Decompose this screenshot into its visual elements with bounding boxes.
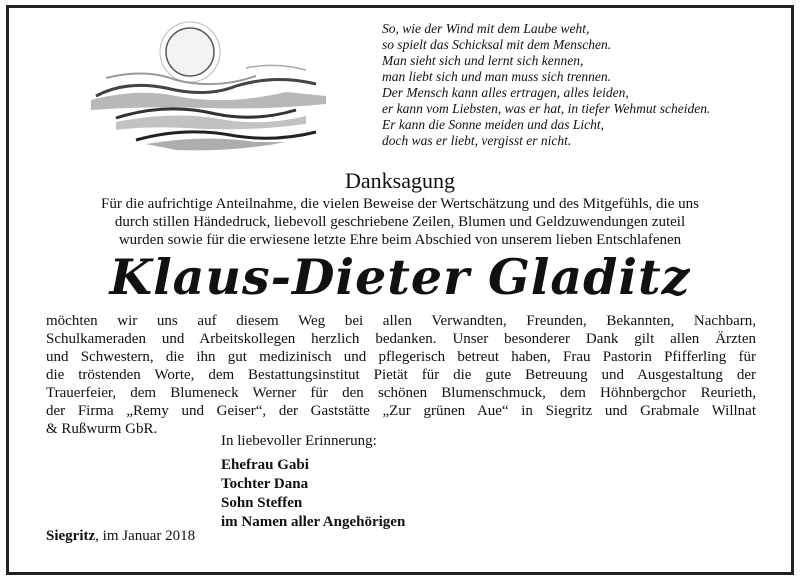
body-line: der Firma „Remy und Geiser“, der Gaststätte „Zur grünen Aue“ in Siegritz und Grabmale Willnat [46, 403, 756, 419]
poem-line: man liebt sich und man muss sich trennen. [382, 69, 611, 84]
place: Siegritz [46, 528, 96, 544]
signer: Sohn Steffen [221, 495, 303, 511]
body-line: möchten wir uns auf diesem Weg bei allen Verwandten, Freunden, Bekannten, Nachbarn, [46, 313, 756, 329]
poem-line: so spielt das Schicksal mit dem Menschen. [382, 37, 612, 52]
deceased-name: Klaus-Dieter Gladitz [109, 248, 691, 306]
intro-text [0, 195, 800, 249]
signer: Ehefrau Gabi [221, 457, 309, 473]
body-line: Trauerfeier, dem Blumeneck Werner für den schönen Blumenschmuck, dem Höhnbergchor Reurieth, [46, 385, 756, 401]
body-line: Schulkameraden und Arbeitskollegen herzlich bedanken. Unser besonderer Dank gilt allen Ärzten [46, 331, 756, 347]
signers-list [221, 456, 405, 532]
date: , im Januar 2018 [95, 528, 196, 544]
poem-line: So, wie der Wind mit dem Laube weht, [382, 21, 590, 36]
poem-line: er kann vom Liebsten, was er hat, in tiefer Wehmut scheiden. [382, 101, 711, 116]
notice-heading: Danksagung [345, 168, 455, 193]
poem-line: Der Mensch kann alles ertragen, alles leiden, [382, 85, 629, 100]
signer: im Namen aller Angehörigen [221, 514, 406, 530]
poem [382, 21, 782, 149]
poem-line: doch was er liebt, vergisst er nicht. [382, 133, 572, 148]
signer: Tochter Dana [221, 476, 309, 492]
intro-line: Für die aufrichtige Anteilnahme, die vielen Beweise der Wertschätzung und des Mitgefühls, die uns [101, 196, 699, 212]
body-line: die tröstenden Worte, dem Bestattungsinstitut Pietät für die gute Betreuung und Ausgestaltung der [46, 367, 756, 383]
poem-line: Man sieht sich und lernt sich kennen, [382, 53, 584, 68]
intro-line: durch stillen Händedruck, liebevoll geschriebene Zeilen, Blumen und Geldzuwendungen zuteil [114, 214, 686, 230]
body-line: und Schwestern, die ihn gut medizinisch und pflegerisch betreut haben, Frau Pastorin Pfifferling für [46, 349, 756, 365]
thanks-body [46, 312, 756, 438]
poem-line: Er kann die Sonne meiden und das Licht, [382, 117, 604, 132]
place-date [46, 528, 195, 545]
intro-line: wurden sowie für die erwiesene letzte Ehre beim Abschied von unserem lieben Entschlafenen [118, 232, 682, 248]
body-line: & Rußwurm GbR. [46, 421, 158, 437]
memory-line: In liebevoller Erinnerung: [221, 433, 377, 449]
moon-landscape-illustration [86, 18, 336, 158]
